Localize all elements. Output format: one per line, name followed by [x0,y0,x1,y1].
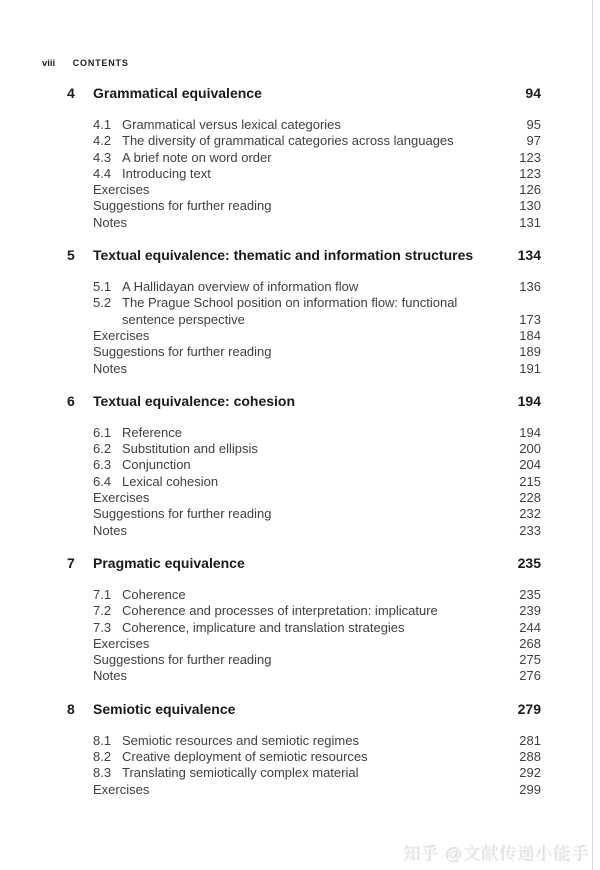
section-number: 6.3 [93,457,112,473]
chapter-heading [67,85,541,102]
page-header [42,58,600,69]
chapter-heading [67,247,541,264]
toc-row [93,133,541,149]
toc-row [93,279,541,295]
entry-page-number: 189 [519,344,541,360]
chapter-block [67,555,541,685]
section-number: 6.4 [93,473,112,489]
section-number: 8.3 [93,765,112,781]
entry-title: Translating semiotically complex material [122,765,359,781]
entry-title: Exercises [93,635,150,651]
chapter-block [67,247,541,377]
chapter-title: Textual equivalence: cohesion [93,392,296,409]
entry-page-number: 184 [519,327,541,343]
toc-row [93,587,541,603]
entry-title: Exercises [93,490,150,506]
toc-row [93,295,541,311]
section-number: 4.2 [93,133,112,149]
entry-title: Semiotic resources and semiotic regimes [122,732,359,748]
chapter-page-number: 194 [517,392,541,409]
section-number: 7.2 [93,603,112,619]
toc-row [93,150,541,166]
chapter-title: Pragmatic equivalence [93,554,245,571]
entry-title: Exercises [93,781,150,797]
toc-row [93,328,541,344]
section-number: 8.2 [93,749,112,765]
chapter-title: Grammatical equivalence [93,85,262,101]
entry-title: The Prague School position on information flow: functional [122,295,458,311]
entry-title: Coherence [122,586,186,602]
toc-row [93,198,541,214]
entry-page-number: 288 [519,749,541,765]
entry-title: Coherence and processes of interpretation: implicature [122,603,438,619]
entry-title: Grammatical versus lexical categories [122,117,341,132]
chapter-heading [67,701,541,718]
chapter-page-number: 94 [525,85,541,101]
entry-page-number: 232 [519,506,541,522]
chapter-block [67,393,541,539]
entry-page-number: 123 [519,149,541,165]
toc-row [93,182,541,198]
toc-row [93,603,541,619]
section-number: 5.2 [93,295,112,311]
entry-page-number: 276 [519,668,541,684]
entry-page-number: 239 [519,603,541,619]
chapter-items [93,425,541,539]
entry-page-number: 235 [519,586,541,602]
table-of-contents [67,85,541,798]
chapter-items [93,587,541,685]
toc-row [93,361,541,377]
section-number: 6.2 [93,441,112,457]
entry-page-number: 268 [519,635,541,651]
entry-page-number: 191 [519,360,541,376]
entry-page-number: 215 [519,473,541,489]
entry-title: Suggestions for further reading [93,652,272,668]
section-number: 7.1 [93,586,112,602]
section-number: 7.3 [93,619,112,635]
entry-title: A Hallidayan overview of information flow [122,279,359,295]
entry-title: Suggestions for further reading [93,344,272,360]
toc-row [93,636,541,652]
entry-title: Suggestions for further reading [93,198,272,214]
toc-row [93,215,541,231]
toc-row [93,425,541,441]
entry-title: Conjunction [122,457,191,473]
toc-row [93,166,541,182]
entry-page-number: 97 [526,133,541,149]
entry-page-number: 130 [519,198,541,214]
toc-row [93,474,541,490]
entry-page-number: 233 [519,522,541,538]
entry-title: Coherence, implicature and translation strategies [122,619,405,635]
chapter-number: 5 [67,247,75,264]
entry-title: sentence perspective [122,311,245,327]
toc-row [93,312,541,328]
page-folio: viii [42,58,56,69]
entry-title: Notes [93,214,127,230]
entry-title: Introducing text [122,165,211,181]
section-number: 5.1 [93,279,112,295]
entry-title: The diversity of grammatical categories across languages [122,133,454,149]
watermark: 知乎 @文献传递小能手 [404,845,590,864]
entry-page-number: 126 [519,182,541,198]
entry-page-number: 228 [519,490,541,506]
entry-page-number: 123 [519,165,541,181]
toc-row [93,782,541,798]
entry-page-number: 204 [519,457,541,473]
toc-row [93,668,541,684]
section-number: 4.4 [93,165,112,181]
entry-page-number: 136 [519,279,541,295]
toc-row [93,344,541,360]
toc-row [93,506,541,522]
chapter-items [93,279,541,377]
section-number: 4.3 [93,149,112,165]
toc-row [93,117,541,133]
entry-title: Exercises [93,327,150,343]
page-scan-edge [592,0,593,870]
entry-page-number: 292 [519,765,541,781]
section-number: 8.1 [93,732,112,748]
entry-page-number: 299 [519,781,541,797]
chapter-title: Textual equivalence: thematic and information structures [93,247,474,264]
entry-page-number: 200 [519,441,541,457]
entry-title: Notes [93,668,127,684]
chapter-number: 4 [67,85,75,101]
toc-row [93,749,541,765]
chapter-heading [67,393,541,410]
entry-title: Reference [122,424,182,440]
chapter-number: 7 [67,554,75,571]
entry-page-number: 95 [526,117,541,132]
chapter-page-number: 279 [517,700,541,717]
toc-row [93,457,541,473]
chapter-block [67,85,541,231]
running-head: CONTENTS [72,58,129,68]
toc-row [93,441,541,457]
entry-title: Suggestions for further reading [93,506,272,522]
section-number: 6.1 [93,424,112,440]
chapter-block [67,701,541,798]
entry-page-number: 173 [519,311,541,327]
toc-row [93,620,541,636]
entry-page-number: 275 [519,652,541,668]
toc-row [93,733,541,749]
chapter-page-number: 134 [517,247,541,264]
toc-row [93,652,541,668]
entry-title: Notes [93,360,127,376]
entry-page-number: 131 [519,214,541,230]
entry-title: A brief note on word order [122,149,272,165]
chapter-number: 8 [67,700,75,717]
chapter-items [93,117,541,231]
section-number: 4.1 [93,117,112,132]
entry-title: Notes [93,522,127,538]
entry-page-number: 244 [519,619,541,635]
chapter-title: Semiotic equivalence [93,700,236,717]
entry-title: Lexical cohesion [122,473,219,489]
entry-title: Exercises [93,182,150,198]
toc-row [93,490,541,506]
entry-title: Substitution and ellipsis [122,441,258,457]
chapter-number: 6 [67,392,75,409]
entry-page-number: 281 [519,732,541,748]
toc-row [93,765,541,781]
toc-row [93,523,541,539]
entry-title: Creative deployment of semiotic resources [122,749,368,765]
chapter-heading [67,555,541,572]
chapter-items [93,733,541,798]
chapter-page-number: 235 [517,554,541,571]
entry-page-number: 194 [519,424,541,440]
chapters [67,85,541,798]
